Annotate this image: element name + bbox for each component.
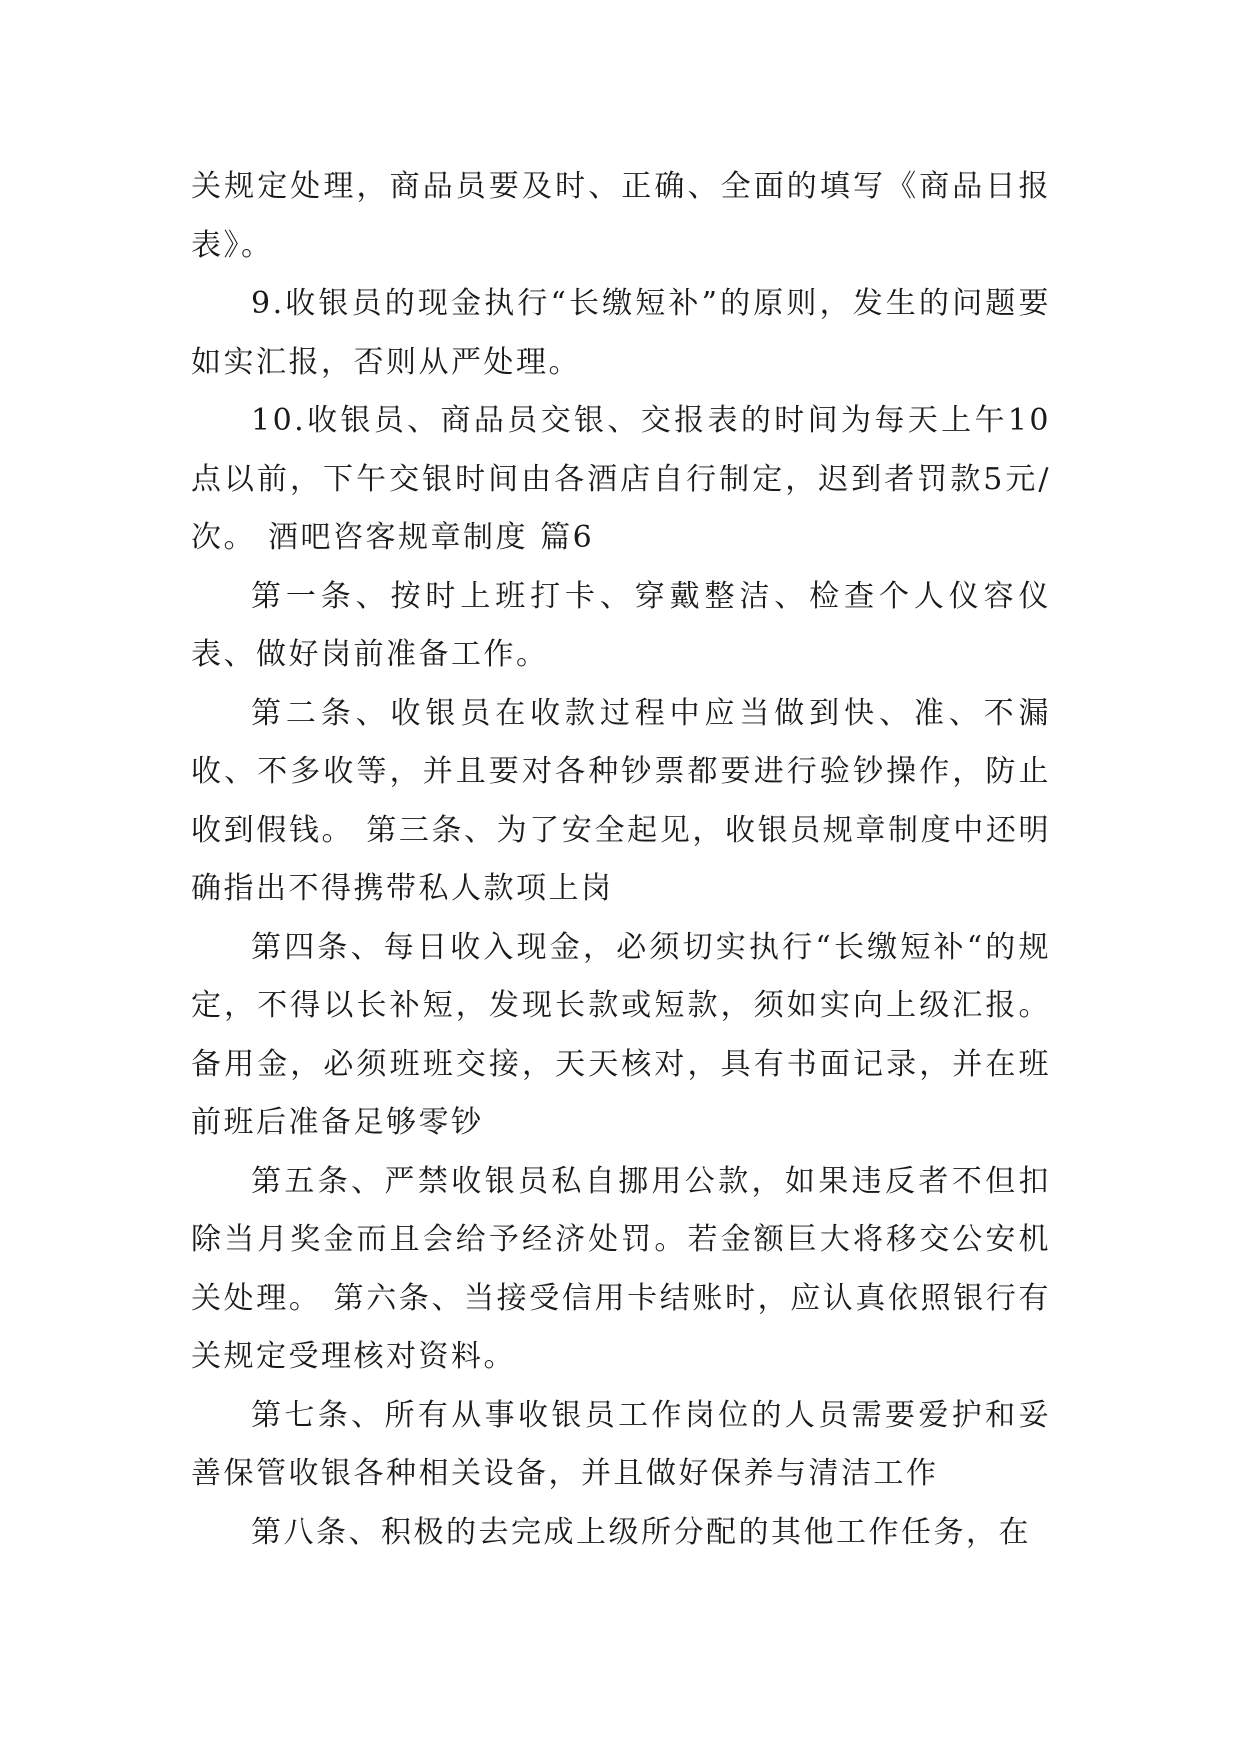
paragraph-rule-9: 9.收银员的现金执行“长缴短补”的原则，发生的问题要如实汇报，否则从严处理。 xyxy=(191,286,1051,380)
document-body xyxy=(191,158,1051,1562)
paragraph-rule-10: 10.收银员、商品员交银、交报表的时间为每天上午10点以前，下午交银时间由各酒店自行制定，迟到者罚款5元/次。 酒吧咨客规章制度 篇6 xyxy=(191,403,1051,555)
paragraph-article-7: 第七条、所有从事收银员工作岗位的人员需要爱护和妥善保管收银各种相关设备，并且做好保养与清洁工作 xyxy=(191,1397,1051,1491)
paragraph-article-8: 第八条、积极的去完成上级所分配的其他工作任务，在 xyxy=(251,1514,1031,1550)
paragraph-article-2-3: 第二条、收银员在收款过程中应当做到快、准、不漏收、不多收等，并且要对各种钞票都要进行验钞操作，防止收到假钱。 第三条、为了安全起见，收银员规章制度中还明确指出不得携带私人款项上岗 xyxy=(191,695,1051,906)
paragraph-article-1: 第一条、按时上班打卡、穿戴整洁、检查个人仪容仪表、做好岗前准备工作。 xyxy=(191,578,1051,672)
paragraph-article-5-6: 第五条、严禁收银员私自挪用公款，如果违反者不但扣除当月奖金而且会给予经济处罚。若金额巨大将移交公安机关处理。 第六条、当接受信用卡结账时，应认真依照银行有关规定受理核对资料。 xyxy=(191,1163,1051,1374)
paragraph-continuation: 关规定处理，商品员要及时、正确、全面的填写《商品日报表》。 xyxy=(191,169,1051,263)
paragraph-article-4: 第四条、每日收入现金，必须切实执行“长缴短补“的规定，不得以长补短，发现长款或短款，须如实向上级汇报。备用金，必须班班交接，天天核对，具有书面记录，并在班前班后准备足够零钞 xyxy=(191,929,1051,1140)
